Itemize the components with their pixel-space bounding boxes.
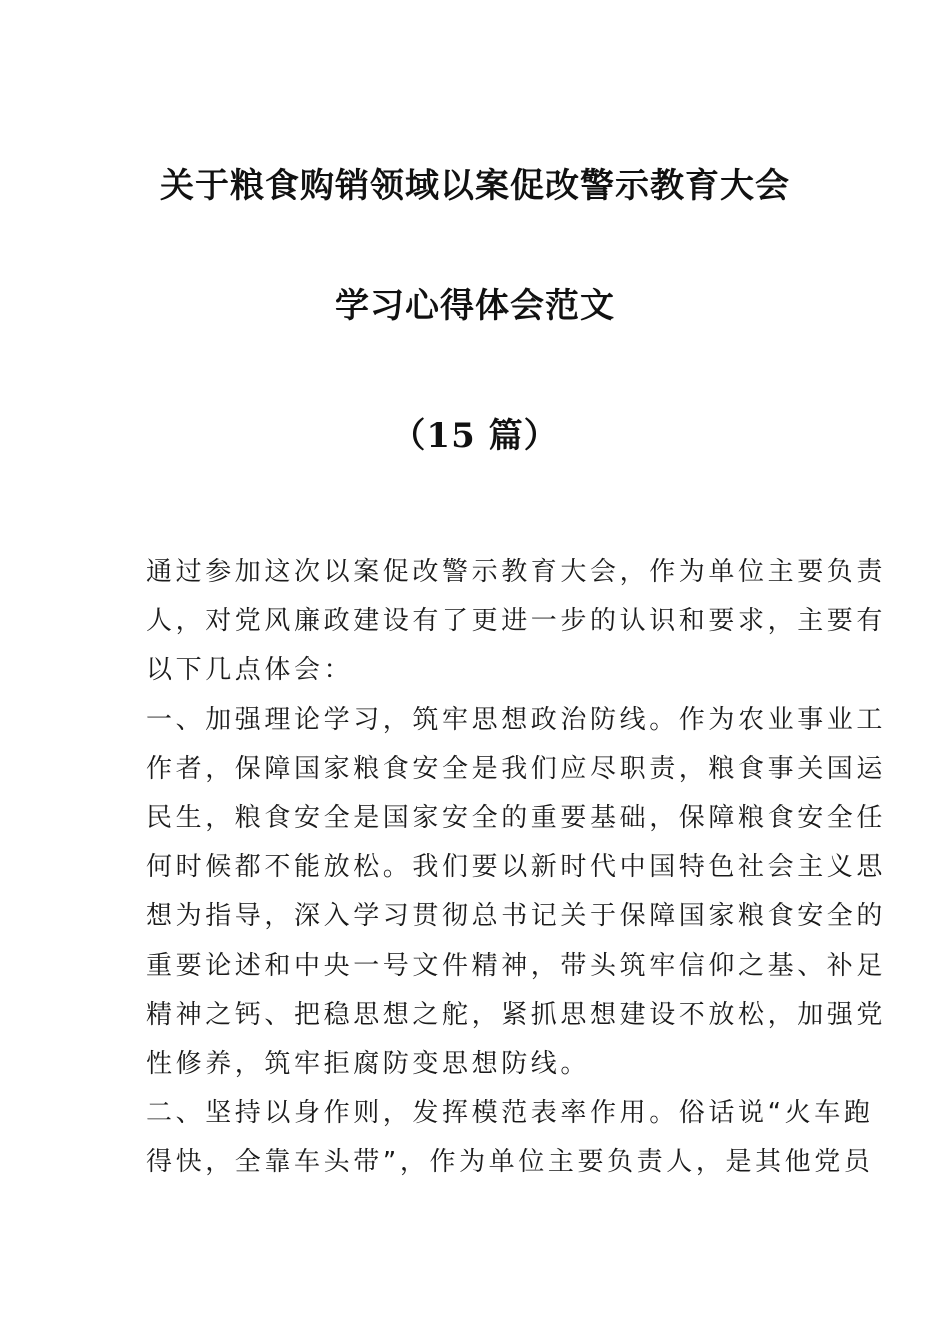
document-title-line-1: 关于粮食购销领域以案促改警示教育大会 <box>160 166 790 206</box>
body-line: 精神之钙、把稳思想之舵，紧抓思想建设不放松，加强党 <box>146 999 887 1030</box>
body-line: 重要论述和中央一号文件精神，带头筑牢信仰之基、补足 <box>146 950 887 981</box>
document-title-count: （15 篇） <box>391 416 559 456</box>
body-line: 人，对党风廉政建设有了更进一步的认识和要求，主要有 <box>146 606 887 637</box>
body-line: 何时候都不能放松。我们要以新时代中国特色社会主义思 <box>146 852 887 883</box>
body-line: 通过参加这次以案促改警示教育大会，作为单位主要负责 <box>146 557 887 587</box>
body-line: 作者，保障国家粮食安全是我们应尽职责，粮食事关国运 <box>146 753 887 784</box>
body-line: 以下几点体会： <box>146 655 354 686</box>
body-line: 二、坚持以身作则，发挥模范表率作用。俗话说“火车跑 <box>146 1098 874 1129</box>
body-line: 性修养，筑牢拒腐防变思想防线。 <box>146 1048 591 1079</box>
body-line: 想为指导，深入学习贯彻总书记关于保障国家粮食安全的 <box>146 901 887 932</box>
body-line: 一、加强理论学习，筑牢思想政治防线。作为农业事业工 <box>146 704 887 735</box>
document-body <box>146 548 887 1187</box>
body-line: 民生，粮食安全是国家安全的重要基础，保障粮食安全任 <box>146 802 887 833</box>
body-line: 得快，全靠车头带”，作为单位主要负责人，是其他党员 <box>146 1147 874 1178</box>
document-title-line-2: 学习心得体会范文 <box>335 286 615 326</box>
